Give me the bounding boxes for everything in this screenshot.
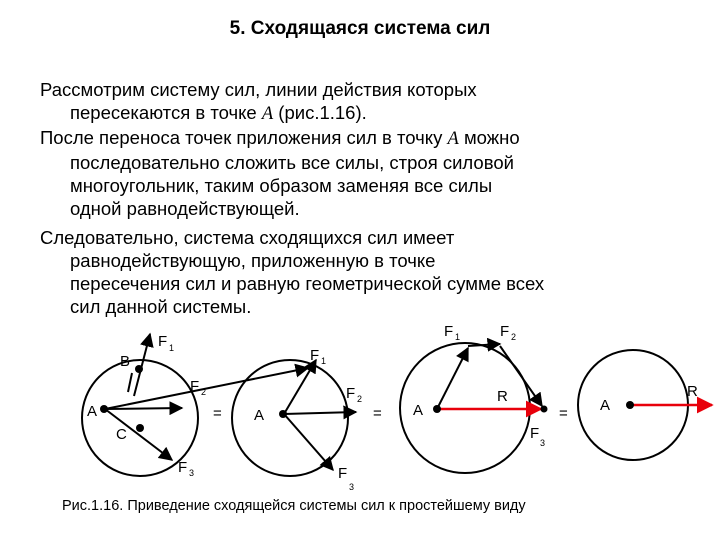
label-f3: F	[530, 425, 540, 442]
label-a: A	[600, 397, 611, 414]
polygon-end-dot	[541, 406, 548, 413]
paragraph-2-line-1-text: После переноса точек приложения сил в точку	[40, 127, 448, 148]
point-a-symbol: A	[261, 104, 274, 124]
force-f3-vector	[284, 414, 333, 470]
label-f2: F	[190, 378, 200, 395]
label-r: R	[497, 388, 508, 405]
label-a: A	[87, 403, 98, 420]
label-f2-sub: 2	[357, 394, 363, 404]
label-f1-top: F	[158, 333, 168, 350]
panel-force-polygon	[400, 323, 548, 473]
label-f2-sub: 2	[201, 387, 207, 397]
label-f3-sub: 3	[349, 482, 355, 492]
point-a-dot	[279, 410, 287, 418]
force-f2-vector	[284, 412, 356, 414]
label-f1-sub: 1	[321, 356, 327, 366]
label-b: B	[120, 353, 131, 370]
label-f1: F	[310, 347, 320, 364]
label-a: A	[254, 407, 265, 424]
paragraph-3-line-2: равнодействующую, приложенную в точке	[70, 250, 436, 271]
section-title: 5. Сходящаяся система сил	[229, 18, 491, 39]
equals-sign-1: =	[213, 405, 222, 422]
label-f3-sub: 3	[540, 438, 546, 448]
figure-caption: Рис.1.16. Приведение сходящейся системы сил к простейшему виду	[62, 498, 526, 514]
point-a-dot	[433, 405, 441, 413]
line-of-action-dash	[128, 373, 132, 392]
label-f1: F	[444, 323, 454, 340]
point-a-dot	[626, 401, 634, 409]
point-a-symbol: A	[447, 129, 459, 149]
label-f3: F	[338, 465, 348, 482]
label-f1-sub: 1	[455, 332, 461, 342]
label-f1-top-sub: 1	[169, 343, 175, 353]
equals-sign-2: =	[373, 405, 382, 422]
paragraph-3-line-4: сил данной системы.	[70, 296, 252, 317]
label-r: R	[687, 383, 698, 400]
panel-original-system	[82, 333, 308, 478]
point-b-dot	[135, 365, 143, 373]
body-circle	[232, 360, 348, 476]
label-f3: F	[178, 459, 188, 476]
label-f2: F	[346, 385, 356, 402]
paragraph-2-line-4: одной равнодействующей.	[70, 198, 300, 219]
paragraph-2-line-2: последовательно сложить все силы, строя силовой	[70, 152, 514, 173]
force-f1-applied-vector	[134, 334, 150, 396]
paragraph-3-line-3: пересечения сил и равную геометрической сумме всех	[70, 273, 545, 294]
panel-resultant	[578, 350, 712, 460]
paragraph-3-line-1: Следовательно, система сходящихся сил имеет	[40, 227, 455, 248]
polygon-f1-vector	[437, 348, 468, 409]
force-f2-vector	[105, 408, 182, 409]
point-a-dot	[100, 405, 108, 413]
label-c: C	[116, 426, 127, 443]
label-f2: F	[500, 323, 510, 340]
paragraph-2-line-3: многоугольник, таким образом заменяя все силы	[70, 175, 493, 196]
label-f2-sub: 2	[511, 332, 517, 342]
label-f3-sub: 3	[189, 468, 195, 478]
force-f1-vector	[284, 360, 316, 414]
label-a: A	[413, 402, 424, 419]
paragraph-1-line-2-text: пересекаются в точке	[70, 102, 262, 123]
paragraph-2-line-1-tail: можно	[458, 127, 520, 148]
equals-sign-3: =	[559, 405, 568, 422]
panel-forces-at-a	[232, 347, 362, 492]
paragraph-1-line-2-tail: (рис.1.16).	[273, 102, 367, 123]
paragraph-1-line-1: Рассмотрим систему сил, линии действия которых	[40, 79, 477, 100]
point-c-dot	[136, 424, 144, 432]
